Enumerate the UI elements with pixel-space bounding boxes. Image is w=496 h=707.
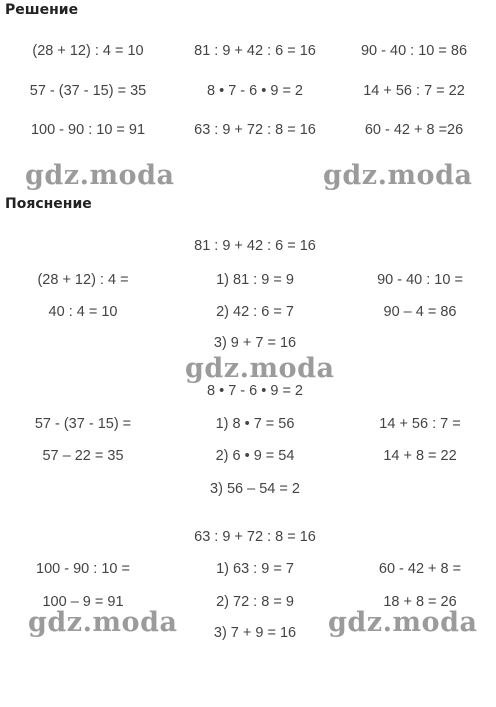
explanation-block3-title: 63 : 9 + 72 : 8 = 16 bbox=[194, 529, 316, 545]
solution-row1-col2: 81 : 9 + 42 : 6 = 16 bbox=[194, 43, 316, 59]
explanation-heading: Пояснение bbox=[5, 196, 92, 212]
explanation-block1-step2: 2) 42 : 6 = 7 bbox=[216, 304, 294, 320]
explanation-block2-right-line1: 14 + 56 : 7 = bbox=[379, 416, 461, 432]
explanation-block3-step3: 3) 7 + 9 = 16 bbox=[213, 625, 297, 641]
explanation-block2-step3: 3) 56 – 54 = 2 bbox=[210, 481, 300, 497]
solution-row2-col1: 57 - (37 - 15) = 35 bbox=[29, 83, 147, 99]
watermark-logo: gdz.moda bbox=[28, 607, 178, 638]
explanation-block2-title: 8 • 7 - 6 • 9 = 2 bbox=[207, 383, 303, 399]
explanation-block2-left-line1: 57 - (37 - 15) = bbox=[34, 416, 132, 432]
watermark-logo: gdz.moda bbox=[323, 160, 473, 191]
solution-row3-col1: 100 - 90 : 10 = 91 bbox=[30, 122, 146, 138]
explanation-block3-left-line2: 100 – 9 = 91 bbox=[42, 594, 124, 610]
watermark-logo: gdz.moda bbox=[25, 160, 175, 191]
explanation-block3-step2: 2) 72 : 8 = 9 bbox=[216, 594, 294, 610]
explanation-block3-right-line2: 18 + 8 = 26 bbox=[383, 594, 457, 610]
explanation-block3-right-line1: 60 - 42 + 8 = bbox=[378, 561, 462, 577]
watermark-logo: gdz.moda bbox=[328, 607, 478, 638]
explanation-block1-step1: 1) 81 : 9 = 9 bbox=[216, 272, 294, 288]
explanation-block1-right-line1: 90 - 40 : 10 = bbox=[377, 272, 463, 288]
solution-row3-col3: 60 - 42 + 8 =26 bbox=[364, 122, 464, 138]
explanation-block1-left-line2: 40 : 4 = 10 bbox=[48, 304, 118, 320]
explanation-block1-right-line2: 90 – 4 = 86 bbox=[383, 304, 457, 320]
solution-row1-col1: (28 + 12) : 4 = 10 bbox=[32, 43, 144, 59]
explanation-block3-step1: 1) 63 : 9 = 7 bbox=[216, 561, 294, 577]
explanation-block2-left-line2: 57 – 22 = 35 bbox=[42, 448, 124, 464]
explanation-block1-step3: 3) 9 + 7 = 16 bbox=[213, 335, 297, 351]
solution-row2-col2: 8 • 7 - 6 • 9 = 2 bbox=[207, 83, 303, 99]
watermark-logo: gdz.moda bbox=[185, 353, 335, 384]
explanation-block3-left-line1: 100 - 90 : 10 = bbox=[36, 561, 130, 577]
solution-row3-col2: 63 : 9 + 72 : 8 = 16 bbox=[194, 122, 316, 138]
solution-row2-col3: 14 + 56 : 7 = 22 bbox=[363, 83, 465, 99]
solution-heading: Решение bbox=[5, 2, 79, 18]
explanation-block2-right-line2: 14 + 8 = 22 bbox=[383, 448, 457, 464]
explanation-block1-left-line1: (28 + 12) : 4 = bbox=[37, 272, 129, 288]
explanation-block1-title: 81 : 9 + 42 : 6 = 16 bbox=[194, 238, 316, 254]
explanation-block2-step1: 1) 8 • 7 = 56 bbox=[215, 416, 295, 432]
solution-row1-col3: 90 - 40 : 10 = 86 bbox=[360, 43, 468, 59]
explanation-block2-step2: 2) 6 • 9 = 54 bbox=[215, 448, 295, 464]
